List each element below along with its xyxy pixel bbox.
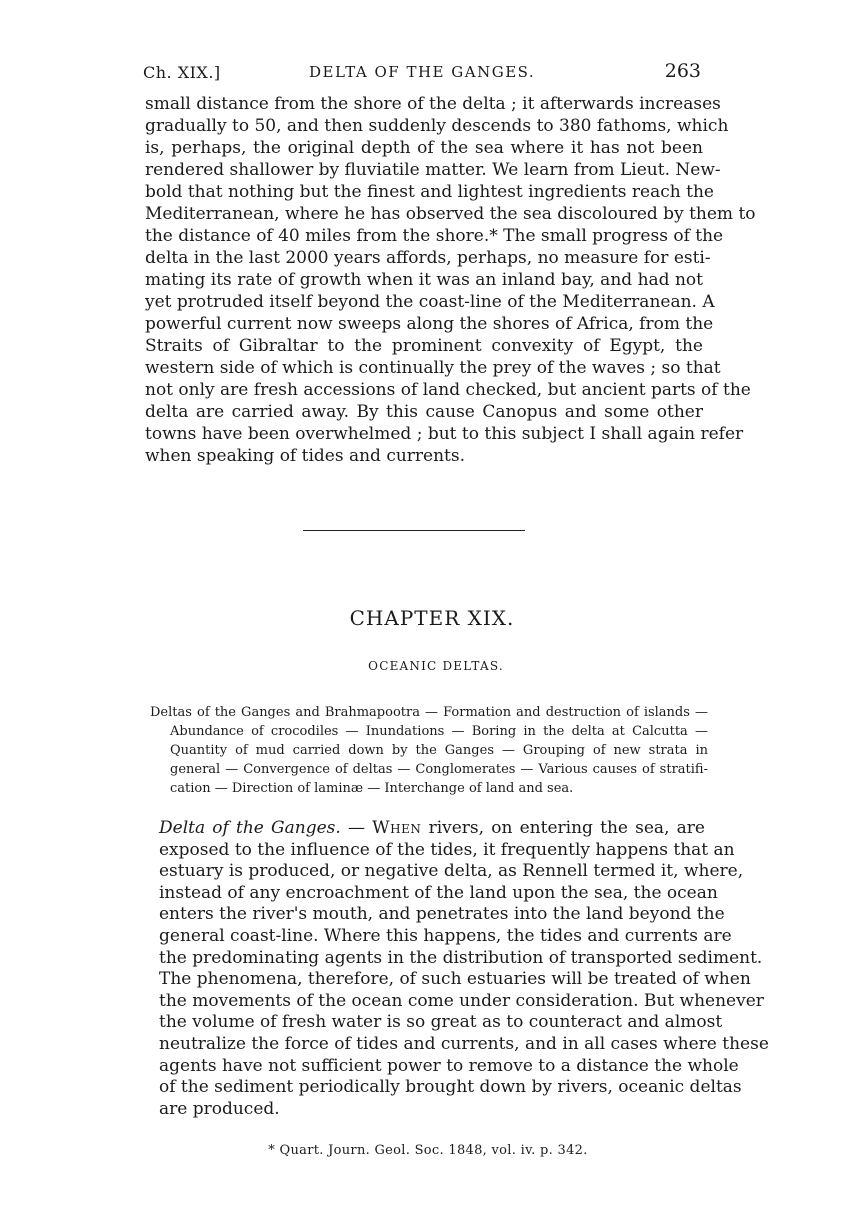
lead-word: When [372,818,422,838]
text-line: powerful current now sweeps along the shores of Africa, from the [145,314,714,334]
text-line: general coast-line. Where this happens, the tides and currents are [159,925,732,946]
synopsis-line: Deltas of the Ganges and Brahmapootra — Formation and destruction of islands — [150,705,708,720]
text-line: the distance of 40 miles from the shore.* The small progress of the [145,226,724,246]
text-line: yet protruded itself beyond the coast-line of the Mediterranean. A [145,292,715,312]
text-line: when speaking of tides and currents. [145,446,466,466]
text-line: delta in the last 2000 years affords, perhaps, no measure for esti- [145,248,711,268]
synopsis-line: cation — Direction of laminæ — Interchange of land and sea. [170,781,574,796]
text-line: enters the river's mouth, and penetrates into the land beyond the [159,904,725,925]
page-number: 263 [664,60,701,82]
text-line: is, perhaps, the original depth of the sea where it has not been [145,138,703,158]
text-line: the predominating agents in the distribution of transported sediment. [159,947,763,968]
text-line: exposed to the influence of the tides, it frequently happens that an [159,839,735,860]
continued-paragraph [145,93,756,467]
text-line: delta are carried away. By this cause Canopus and some other [145,402,703,422]
text-line: neutralize the force of tides and currents, and in all cases where these [159,1033,769,1054]
text-line-first [159,818,705,840]
text-line: small distance from the shore of the delta ; it afterwards increases [145,94,721,114]
text-line: The phenomena, therefore, of such estuaries will be treated of when [159,969,751,990]
chapter-subtitle: OCEANIC DELTAS. [368,659,504,673]
text-line: rendered shallower by fluviatile matter. We learn from Lieut. New- [145,160,721,180]
section-paragraph [159,818,769,1120]
lead-dash: — [340,818,373,838]
synopsis-line: Abundance of crocodiles — Inundations — Boring in the delta at Calcutta — [170,724,708,739]
synopsis-line: general — Convergence of deltas — Conglomerates — Various causes of stratifi- [170,762,708,777]
text-line: bold that nothing but the finest and lightest ingredients reach the [145,182,714,202]
text-line: Mediterranean, where he has observed the sea discoloured by them to [145,204,756,224]
text-line: agents have not sufficient power to remove to a distance the whole [159,1055,739,1076]
first-line-rest: rivers, on entering the sea, are [421,818,705,838]
section-heading: Delta of the Ganges. [159,818,341,838]
text-line: of the sediment periodically brought down by rivers, oceanic deltas [159,1077,742,1098]
text-line: instead of any encroachment of the land upon the sea, the ocean [159,882,718,903]
text-line: mating its rate of growth when it was an inland bay, and had not [145,270,703,290]
text-line: the volume of fresh water is so great as to counteract and almost [159,1012,723,1033]
text-line: not only are fresh accessions of land checked, but ancient parts of the [145,380,751,400]
text-line: gradually to 50, and then suddenly descends to 380 fathoms, which [145,116,729,136]
running-head [143,60,701,88]
text-line: are produced. [159,1098,280,1119]
text-line: western side of which is continually the prey of the waves ; so that [145,358,721,378]
chapter-synopsis [150,703,708,798]
section-divider [303,530,525,531]
text-line: the movements of the ocean come under consideration. But whenever [159,990,764,1011]
running-head-chapter: Ch. XIX.] [143,63,221,82]
text-line: Straits of Gibraltar to the prominent convexity of Egypt, the [145,336,703,356]
chapter-title: CHAPTER XIX. [349,606,515,630]
text-line: estuary is produced, or negative delta, as Rennell termed it, where, [159,861,744,882]
footnote: * Quart. Journ. Geol. Soc. 1848, vol. iv. p. 342. [268,1143,588,1158]
running-head-title: DELTA OF THE GANGES. [309,63,536,81]
text-line: towns have been overwhelmed ; but to this subject I shall again refer [145,424,744,444]
synopsis-line: Quantity of mud carried down by the Ganges — Grouping of new strata in [170,743,708,758]
